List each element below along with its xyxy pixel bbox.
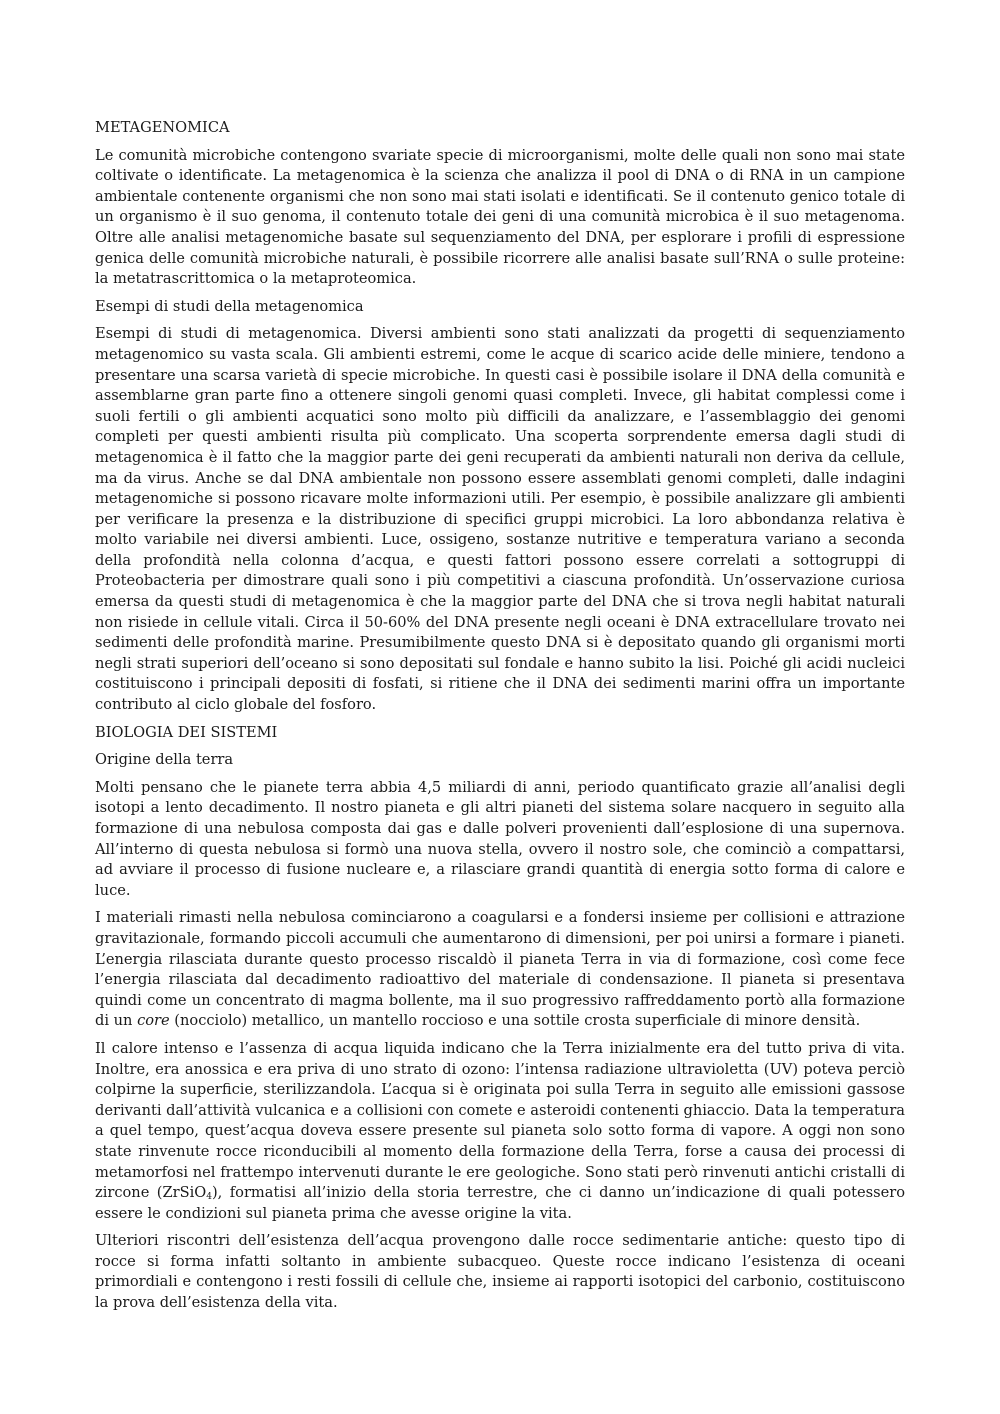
document-page: [95, 118, 905, 1321]
section-heading-esempi: Esempi di studi della metagenomica: [95, 297, 364, 315]
section-heading-origine-della-terra: Origine della terra: [95, 751, 234, 769]
paragraph-origine-4: Ulteriori riscontri dell’esistenza dell’acqua provengono dalle rocce sedimentarie antiche: questo tipo di rocce si forma infatti soltanto in ambiente subacqueo. Queste rocce indicano l’esistenza di oceani primordiali e contengono i resti fossili di cellule che, insieme ai rapporti isotopici del carbonio, costituiscono la prova dell’esistenza della vita.: [95, 1232, 905, 1312]
paragraph-origine-3: [95, 1039, 905, 1224]
section-heading-biologia-dei-sistemi: BIOLOGIA DEI SISTEMI: [95, 723, 278, 741]
paragraph-origine-1: Molti pensano che le pianete terra abbia 4,5 miliardi di anni, periodo quantificato grazie all’analisi degli isotopi a lento decadimento. Il nostro pianeta e gli altri pianeti del sistema solare nacquero in seguito alla formazione di una nebulosa composta dai gas e dalle polveri provenienti dall’esplosione di una supernova. All’interno di questa nebulosa si formò una nuova stella, ovvero il nostro sole, che cominciò a compattarsi, ad avviare il processo di fusione nucleare e, a rilasciare grandi quantità di energia sotto forma di calore e luce.: [95, 778, 905, 899]
paragraph-origine-2-core-term: core: [137, 1012, 170, 1030]
paragraph-metagenomica-intro: Le comunità microbiche contengono svariate specie di microorganismi, molte delle quali non sono mai state coltivate o identificate. La metagenomica è la scienza che analizza il pool di DNA o di RNA in un campione ambientale contenente organismi che non sono mai stati isolati e identificati. Se il contenuto genico totale di un organismo è il suo genoma, il contenuto totale dei geni di una comunità microbica è il suo metagenoma. Oltre alle analisi metagenomiche basate sul sequenziamento del DNA, per esplorare i profili di espressione genica delle comunità microbiche naturali, è possibile ricorrere alle analisi basate sull’RNA o sulle proteine: la metatrascrittomica o la metaproteomica.: [95, 146, 905, 288]
paragraph-origine-3-text-a: Il calore intenso e l’assenza di acqua liquida indicano che la Terra inizialmente era del tutto priva di vita. Inoltre, era anossica e era priva di uno strato di ozono: l’intensa radiazione ultravioletta (UV) poteva perciò colpirne la superficie, sterilizzandola. L’acqua si è originata poi sulla Terra in seguito alle emissioni gassose derivanti dall’attività vulcanica e a collisioni con comete e asteroidi contenenti ghiaccio. Data la temperatura a quel tempo, quest’acqua doveva essere presente sul pianeta solo sotto forma di vapore. A oggi non sono state rinvenute rocce riconducibili al momento della formazione della Terra, forse a causa dei processi di metamorfosi nel frattempo intervenuti durante le ere geologiche. Sono stati però rinvenuti antichi cristalli di zircone (ZrSiO: [95, 1039, 905, 1202]
paragraph-origine-3-subscript: 4: [206, 1192, 212, 1203]
paragraph-origine-2-text-b: (nocciolo) metallico, un mantello roccioso e una sottile crosta superficiale di minore densità.: [169, 1012, 861, 1030]
paragraph-esempi: Esempi di studi di metagenomica. Diversi ambienti sono stati analizzati da progetti di sequenziamento metagenomico su vasta scala. Gli ambienti estremi, come le acque di scarico acide delle miniere, tendono a presentare una scarsa varietà di specie microbiche. In questi casi è possibile isolare il DNA della comunità e assemblarne gran parte fino a ottenere singoli genomi quasi completi. Invece, gli habitat complessi come i suoli fertili o gli ambienti acquatici sono molto più difficili da analizzare, e l’assemblaggio dei genomi completi per questi ambienti risulta più complicato. Una scoperta sorprendente emersa dagli studi di metagenomica è il fatto che la maggior parte dei geni recuperati da ambienti naturali non deriva da cellule, ma da virus. Anche se dal DNA ambientale non possono essere assemblati genomi completi, dalle indagini metagenomiche si possono ricavare molte informazioni utili. Per esempio, è possibile analizzare gli ambienti per verificare la presenza e la distribuzione di specifici gruppi microbici. La loro abbondanza relativa è molto variabile nei diversi ambienti. Luce, ossigeno, sostanze nutritive e temperatura variano a seconda della profondità nella colonna d’acqua, e questi fattori possono essere correlati a sottogruppi di Proteobacteria per dimostrare quali sono i più competitivi a ciascuna profondità. Un’osservazione curiosa emersa da questi studi di metagenomica è che la maggior parte del DNA che si trova negli habitat naturali non risiede in cellule vitali. Circa il 50-60% del DNA presente negli oceani è DNA extracellulare trovato nei sedimenti delle profondità marine. Presumibilmente questo DNA si è depositato quando gli organismi morti negli strati superiori dell’oceano si sono depositati sul fondale e hanno subito la lisi. Poiché gli acidi nucleici costituiscono i principali depositi di fosfati, si ritiene che il DNA dei sedimenti marini offra un importante contributo al ciclo globale del fosforo.: [95, 325, 905, 714]
paragraph-origine-2-text-a: I materiali rimasti nella nebulosa cominciarono a coagularsi e a fondersi insieme per collisioni e attrazione gravitazionale, formando piccoli accumuli che aumentarono di dimensioni, per poi unirsi a formare i pianeti. L’energia rilasciata durante questo processo riscaldò il pianeta Terra in via di formazione, così come fece l’energia rilasciata dal decadimento radioattivo del materiale di condensazione. Il pianeta si presentava quindi come un concentrato di magma bollente, ma il suo progressivo raffreddamento portò alla formazione di un: [95, 909, 905, 1030]
paragraph-origine-3-text-b: ), formatisi all’inizio della storia terrestre, che ci danno un’indicazione di quali potessero essere le condizioni sul pianeta prima che avesse origine la vita.: [95, 1184, 906, 1222]
section-heading-metagenomica: METAGENOMICA: [95, 119, 230, 136]
paragraph-origine-2: [95, 908, 905, 1032]
